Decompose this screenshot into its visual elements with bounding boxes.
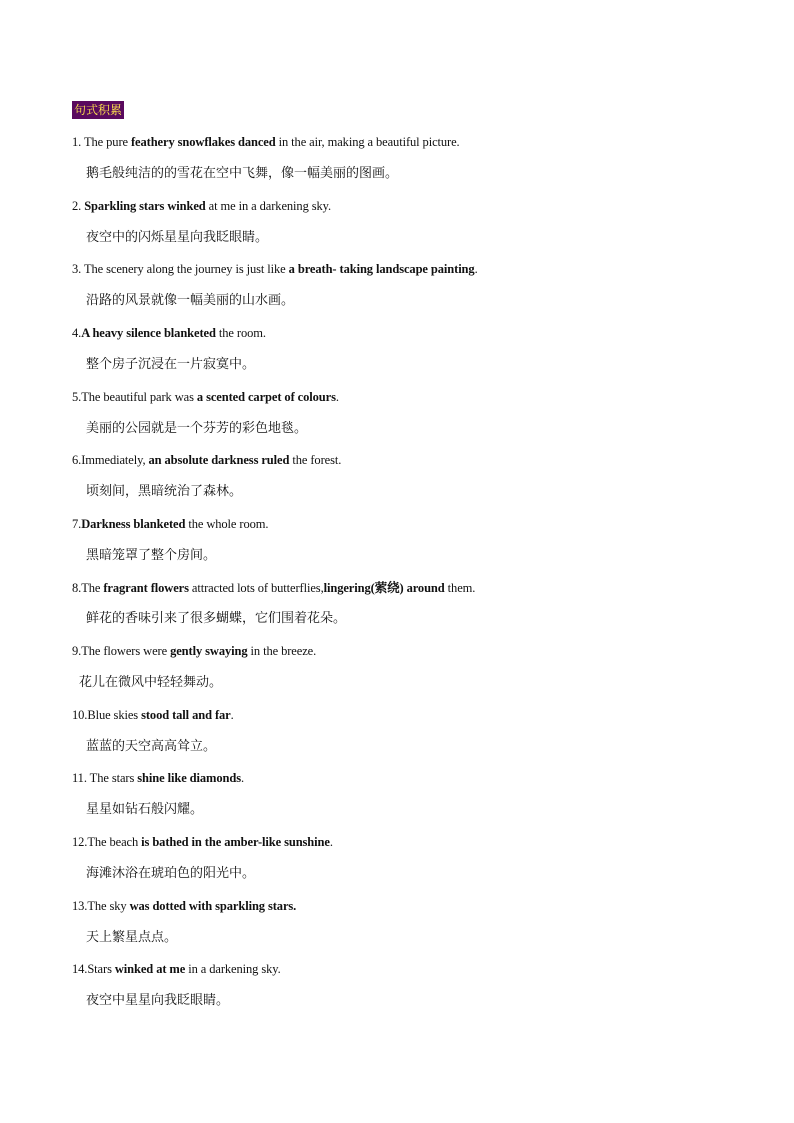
sentence-en-14 bbox=[72, 961, 281, 977]
sentence-text: The stars bbox=[89, 771, 138, 785]
sentence-highlight: was dotted with sparkling stars. bbox=[129, 899, 297, 913]
sentence-zh-14: 夜空中星星向我眨眼睛。 bbox=[86, 993, 230, 1008]
sentence-zh-3: 沿路的风景就像一幅美丽的山水画。 bbox=[86, 293, 295, 308]
sentence-zh-8: 鲜花的香味引来了很多蝴蝶，它们围着花朵。 bbox=[86, 611, 347, 626]
sentence-highlight: a breath- taking landscape painting bbox=[288, 262, 475, 276]
sentence-text: at me in a darkening sky. bbox=[205, 199, 332, 213]
sentence-number: 11. bbox=[72, 771, 90, 785]
sentence-text: the whole room. bbox=[185, 517, 269, 531]
sentence-zh-7: 黑暗笼罩了整个房间。 bbox=[86, 548, 217, 563]
sentence-number: 5. bbox=[72, 390, 82, 404]
sentence-highlight: an absolute darkness ruled bbox=[148, 453, 290, 467]
sentence-text: . bbox=[230, 708, 234, 722]
sentence-text: Blue skies bbox=[87, 708, 142, 722]
sentence-highlight: a scented carpet of colours bbox=[196, 390, 336, 404]
sentence-highlight: feathery snowflakes danced bbox=[130, 135, 276, 149]
sentence-en-6 bbox=[72, 452, 341, 468]
sentence-text: . bbox=[329, 835, 333, 849]
sentence-number: 4. bbox=[72, 326, 82, 340]
sentence-text: The beautiful park was bbox=[81, 390, 197, 404]
sentence-zh-6: 顷刻间，黑暗统治了森林。 bbox=[86, 484, 243, 499]
sentence-en-1 bbox=[72, 134, 460, 150]
sentence-en-12 bbox=[72, 834, 333, 850]
sentence-text: the forest. bbox=[289, 453, 342, 467]
sentence-highlight: Sparkling stars winked bbox=[84, 199, 206, 213]
sentence-text: The scenery along the journey is just like bbox=[83, 262, 289, 276]
sentence-text: in the air, making a beautiful picture. bbox=[275, 135, 460, 149]
sentence-zh-10: 蓝蓝的天空高高耸立。 bbox=[86, 739, 217, 754]
sentence-en-11 bbox=[72, 770, 244, 786]
section-heading: 句式积累 bbox=[74, 103, 123, 117]
sentence-zh-13: 天上繁星点点。 bbox=[86, 930, 178, 945]
sentence-number: 14. bbox=[72, 962, 88, 976]
sentence-zh-11: 星星如钻石般闪耀。 bbox=[86, 802, 204, 817]
sentence-en-2 bbox=[72, 198, 331, 214]
sentence-zh-5: 美丽的公园就是一个芬芳的彩色地毯。 bbox=[86, 421, 308, 436]
sentence-en-9 bbox=[72, 643, 316, 659]
sentence-number: 9. bbox=[72, 644, 82, 658]
sentence-highlight: lingering(萦绕) around bbox=[323, 581, 445, 595]
sentence-zh-4: 整个房子沉浸在一片寂寞中。 bbox=[86, 357, 256, 372]
sentence-number: 10. bbox=[72, 708, 88, 722]
sentence-number: 8. bbox=[72, 581, 82, 595]
sentence-highlight: shine like diamonds bbox=[137, 771, 241, 785]
sentence-en-10 bbox=[72, 707, 234, 723]
sentence-text: . bbox=[335, 390, 339, 404]
sentence-text: the room. bbox=[215, 326, 266, 340]
sentence-text: in the breeze. bbox=[247, 644, 317, 658]
sentence-highlight: gently swaying bbox=[170, 644, 248, 658]
sentence-highlight: A heavy silence blanketed bbox=[81, 326, 216, 340]
sentence-number: 3. bbox=[72, 262, 84, 276]
sentence-highlight: Darkness blanketed bbox=[81, 517, 186, 531]
sentence-number: 13. bbox=[72, 899, 88, 913]
sentence-number: 1. bbox=[72, 135, 84, 149]
sentence-highlight: is bathed in the amber-like sunshine bbox=[141, 835, 330, 849]
sentence-en-4 bbox=[72, 325, 266, 341]
sentence-en-8 bbox=[72, 580, 475, 596]
sentence-text: The sky bbox=[87, 899, 130, 913]
sentence-text: . bbox=[474, 262, 478, 276]
sentence-text: The flowers were bbox=[81, 644, 171, 658]
sentence-text: The pure bbox=[83, 135, 131, 149]
sentence-number: 7. bbox=[72, 517, 82, 531]
sentence-zh-9: 花儿在微风中轻轻舞动。 bbox=[79, 675, 223, 690]
sentence-en-3 bbox=[72, 261, 478, 277]
sentence-en-13 bbox=[72, 898, 296, 914]
sentence-text: Stars bbox=[87, 962, 115, 976]
sentence-en-5 bbox=[72, 389, 339, 405]
sentence-text: The bbox=[81, 581, 104, 595]
sentence-text: in a darkening sky. bbox=[185, 962, 281, 976]
sentence-zh-2: 夜空中的闪烁星星向我眨眼睛。 bbox=[86, 230, 269, 245]
sentence-text: attracted lots of butterflies, bbox=[188, 581, 324, 595]
sentence-en-7 bbox=[72, 516, 268, 532]
sentence-zh-1: 鹅毛般纯洁的的雪花在空中飞舞，像一幅美丽的图画。 bbox=[86, 166, 399, 181]
sentence-highlight: winked at me bbox=[114, 962, 186, 976]
sentence-highlight: stood tall and far bbox=[141, 708, 231, 722]
sentence-text: them. bbox=[444, 581, 476, 595]
sentence-text: . bbox=[240, 771, 245, 785]
sentence-text: The beach bbox=[87, 835, 142, 849]
sentence-text: Immediately, bbox=[81, 453, 149, 467]
sentence-number: 6. bbox=[72, 453, 82, 467]
sentence-number: 12. bbox=[72, 835, 88, 849]
sentence-number: 2. bbox=[72, 199, 85, 213]
sentence-highlight: fragrant flowers bbox=[103, 581, 189, 595]
sentence-zh-12: 海滩沐浴在琥珀色的阳光中。 bbox=[86, 866, 256, 881]
